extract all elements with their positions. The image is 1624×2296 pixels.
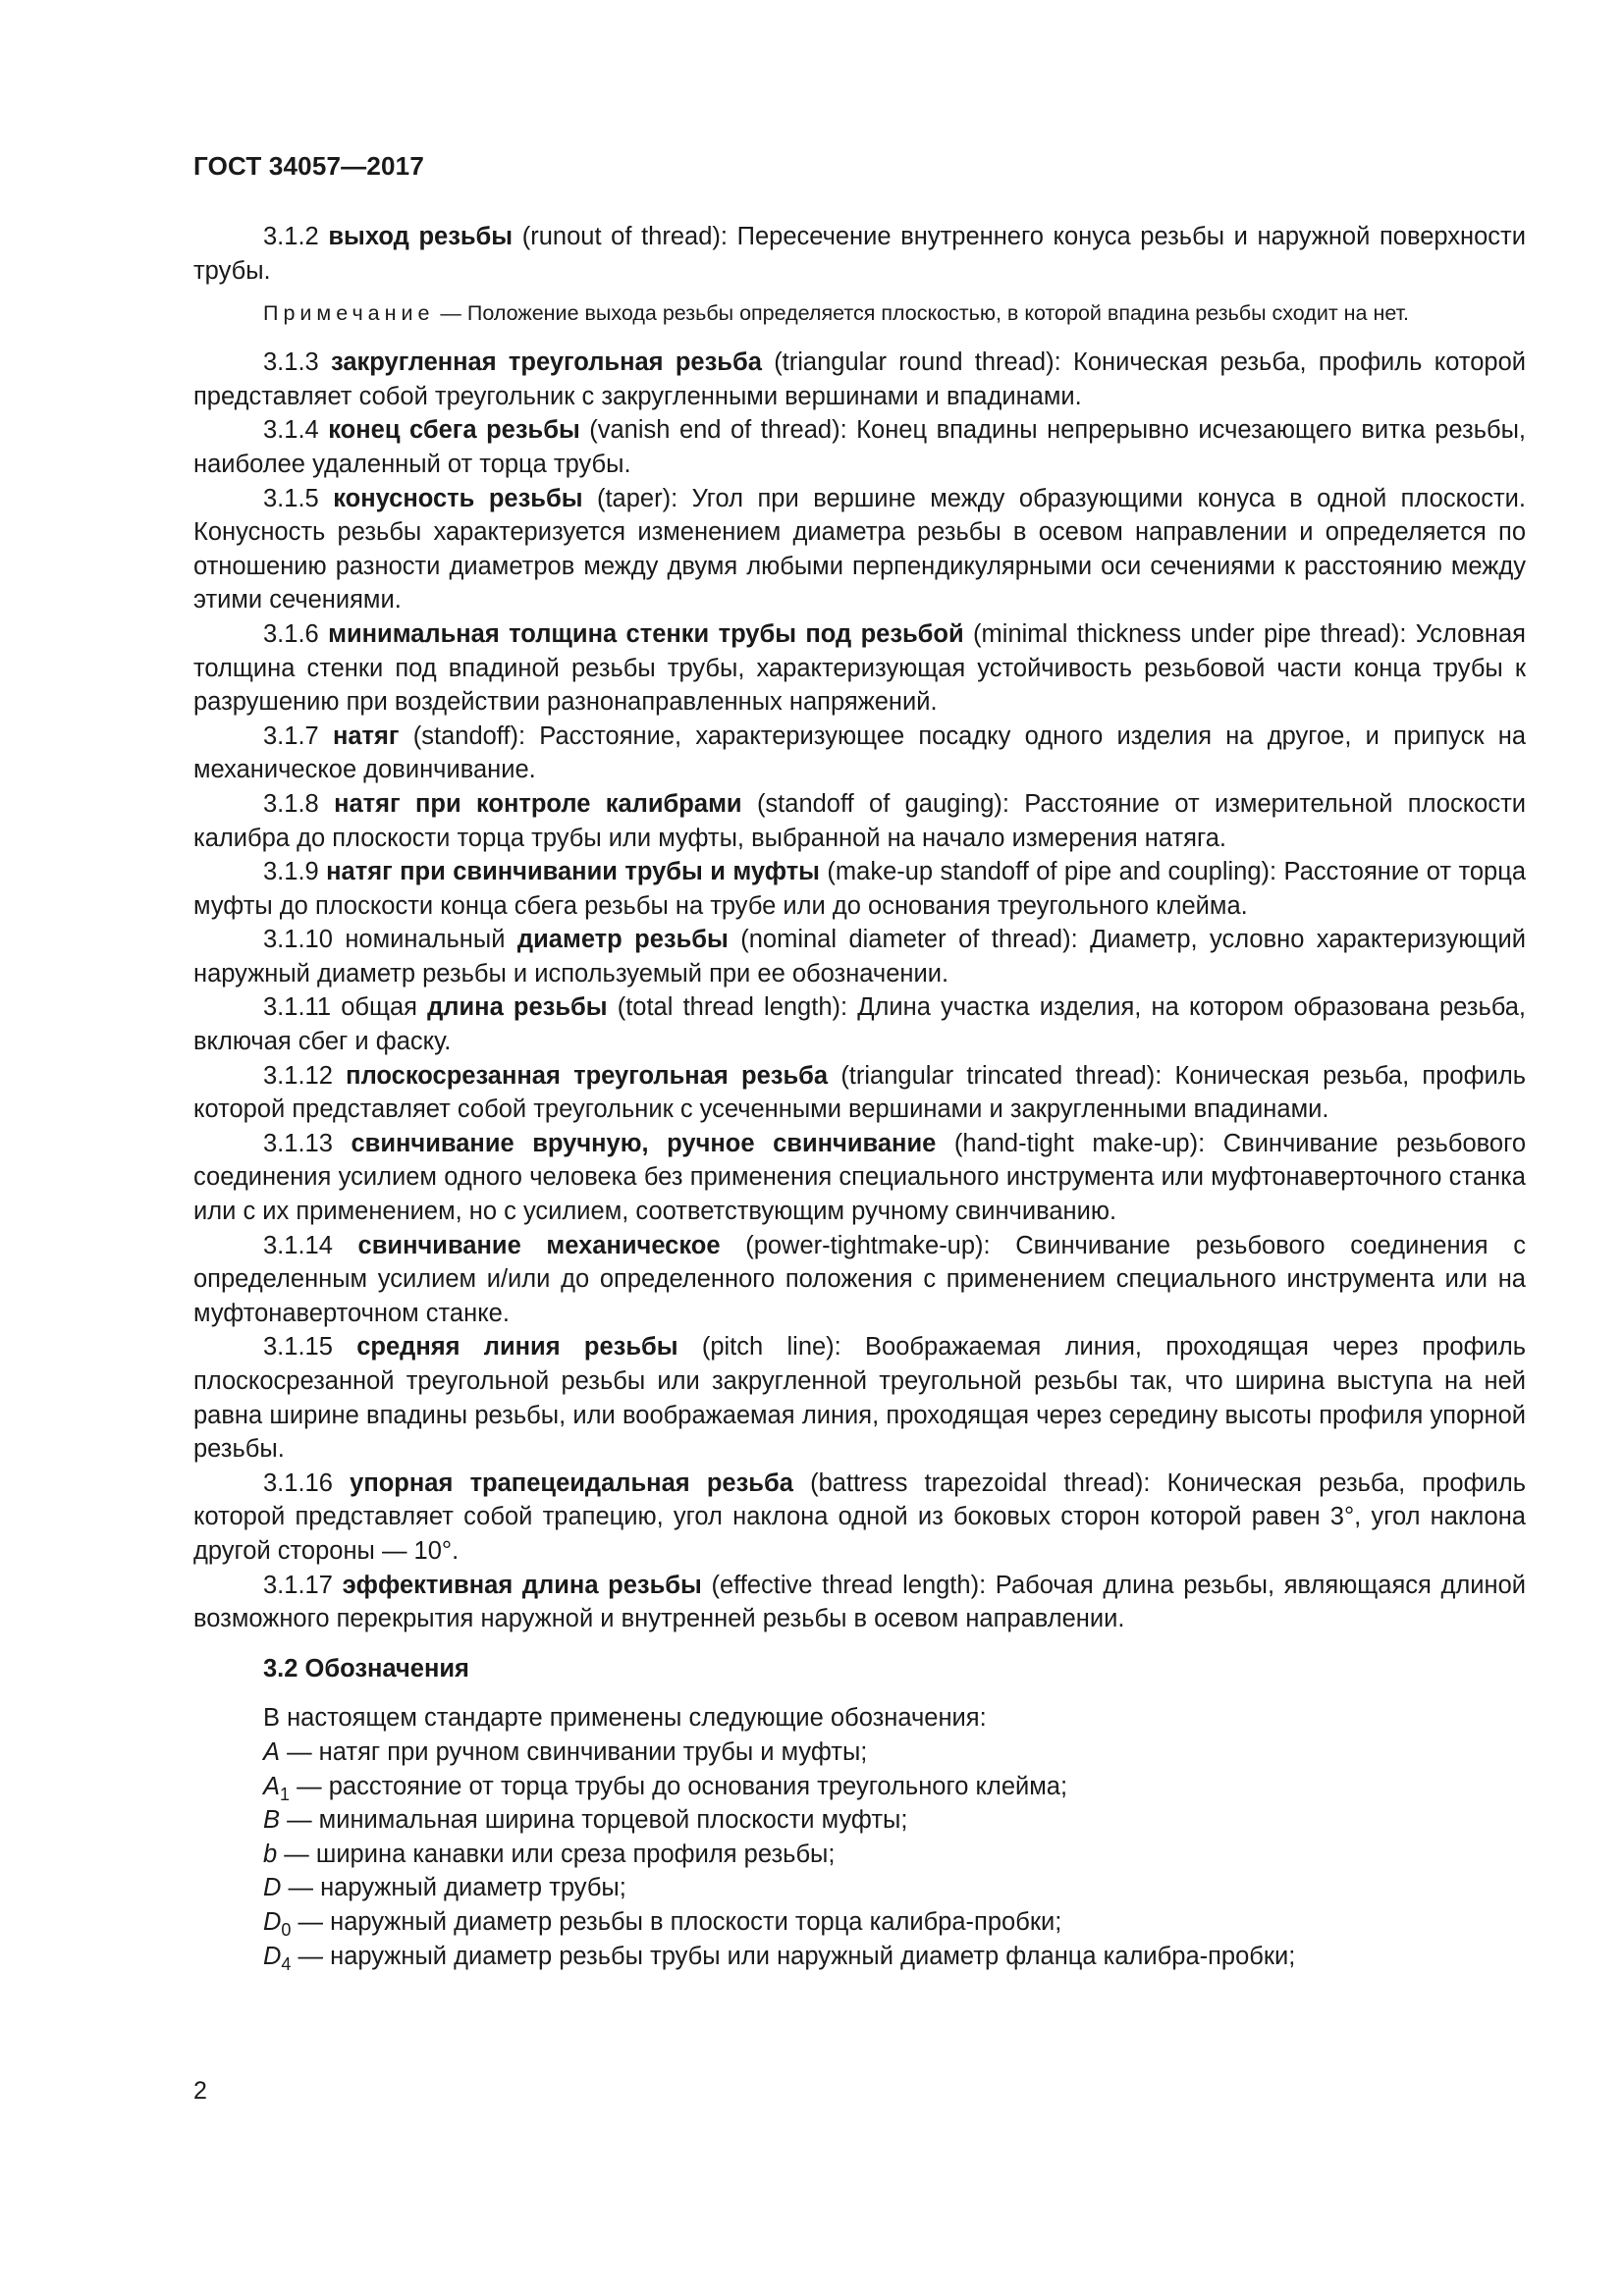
term-number: 3.1.6 — [263, 619, 319, 648]
term-name: диаметр резьбы — [516, 926, 729, 954]
term-3-1-10: 3.1.10 номинальный диаметр резьбы (nominal diameter of thread): Диаметр, условно характеризующий наружный диаметр резьбы и используемый при ее обозначении. — [193, 926, 1527, 988]
term-number: 3.1.14 — [263, 1231, 333, 1259]
term-number: 3.1.10 — [263, 926, 333, 954]
term-name: эффективная длина резьбы — [342, 1571, 702, 1599]
term-number: 3.1.15 — [263, 1333, 333, 1362]
term-3-1-11: 3.1.11 общая длина резьбы (total thread length): Длина участка изделия, на котором образована резьба, включая сбег и фаску. — [193, 993, 1527, 1056]
term-name: плоскосрезанная треугольная резьба — [346, 1061, 829, 1090]
term-definition: (pitch line): Воображаемая линия, проходящая через профиль плоскосрезанной треугольной резьбы или закругленной треугольной резьбы так, что ширина выступа на ней равна ширине впадины резьбы, или воображаемая линия, проходящая через середину высоты профиля упорной резьбы. — [193, 1333, 1526, 1464]
note — [193, 299, 1526, 328]
term-name: упорная трапецеидальная резьба — [350, 1468, 793, 1497]
page-number: 2 — [193, 2077, 207, 2105]
term-3-1-12 — [193, 1059, 1526, 1127]
term-name: натяг при контроле калибрами — [334, 789, 742, 818]
term-name: конец сбега резьбы — [328, 416, 580, 445]
symbol-letter: b — [263, 1840, 278, 1868]
term-3-1-2 — [193, 220, 1526, 288]
term-definition: (standoff of gauging): Расстояние от измерительной плоскости калибра до плоскости торца трубы или муфты, выбранной на начало измерения натяга. — [193, 789, 1526, 852]
term-definition: (power-tightmake-up): Свинчивание резьбового соединения с определенным усилием и/или до определенного положения с применением специального инструмента или на муфтонаверточном станке. — [193, 1231, 1526, 1327]
term-name: средняя линия резьбы — [356, 1333, 678, 1362]
term-name: минимальная толщина стенки трубы под резьбой — [328, 619, 964, 648]
symbol-description: — наружный диаметр резьбы в плоскости торца калибра-пробки; — [291, 1907, 1062, 1936]
term-number: 3.1.9 — [263, 858, 319, 886]
symbol-item — [263, 1838, 1526, 1872]
symbol-letter: B — [263, 1806, 281, 1835]
term-number: 3.1.11 — [263, 993, 332, 1022]
term-definition: (minimal thickness under pipe thread): Условная толщина стенки под впадиной резьбы трубы, характеризующая устойчивость резьбовой части конца трубы к разрушению при воздействии разнонаправленных напряжений. — [193, 619, 1526, 717]
symbol-description: — ширина канавки или среза профиля резьбы; — [277, 1840, 836, 1868]
term-definition: (standoff): Расстояние, характеризующее посадку одного изделия на другое, и припуск на механическое довинчивание. — [193, 721, 1527, 784]
term-number: 3.1.17 — [263, 1571, 333, 1599]
symbol-letter: D — [263, 1942, 282, 1970]
term-3-1-5 — [193, 482, 1526, 617]
term-definition: (battress trapezoidal thread): Коническая резьба, профиль которой представляет собой трапецию, угол наклона одной из боковых сторон которой равен 3°, угол наклона другой стороны — 10°. — [193, 1468, 1526, 1565]
term-number: 3.1.13 — [263, 1129, 333, 1157]
term-definition: (triangular trincated thread): Коническая резьба, профиль которой представляет собой треугольник с усеченными вершинами и закругленными впадинами. — [193, 1061, 1526, 1124]
term-definition: (nominal diameter of thread): Диаметр, условно характеризующий наружный диаметр резьбы и используемый при ее обозначении. — [193, 926, 1527, 988]
term-3-1-14 — [193, 1229, 1526, 1331]
term-name: закругленная треугольная резьба — [331, 348, 762, 377]
term-3-1-4 — [193, 413, 1526, 481]
term-3-1-3 — [193, 346, 1526, 413]
term-definition: (taper): Угол при вершине между образующими конуса в одной плоскости. Конусность резьбы характеризуется изменением диаметра резьбы в осевом направлении и определяется по отношению разности диаметров между двумя любыми перпендикулярными оси сечениями к расстоянию между этими сечениями. — [193, 484, 1526, 614]
term-name: выход резьбы — [328, 223, 514, 250]
term-definition: (effective thread length): Рабочая длина резьбы, являющаяся длиной возможного перекрытия наружной и внутренней резьбы в осевом направлении. — [193, 1571, 1526, 1633]
symbol-subscript: 0 — [281, 1919, 292, 1940]
term-3-1-13 — [193, 1127, 1526, 1229]
term-number: 3.1.4 — [263, 416, 319, 445]
symbol-letter: A — [263, 1737, 281, 1766]
note-label: Примечание — [263, 301, 435, 326]
symbol-description: — наружный диаметр резьбы трубы или наружный диаметр фланца калибра-пробки; — [291, 1942, 1296, 1970]
term-name: натяг при свинчивании трубы и муфты — [326, 858, 820, 886]
symbol-letter: D — [263, 1874, 282, 1902]
term-definition: (triangular round thread): Коническая резьба, профиль которой представляет собой треугольник с закругленными вершинами и впадинами. — [193, 348, 1526, 410]
term-number: 3.1.12 — [263, 1061, 333, 1090]
document-header: ГОСТ 34057—2017 — [193, 151, 424, 181]
symbol-item — [263, 1905, 1526, 1940]
term-number: 3.1.2 — [263, 223, 319, 250]
symbol-subscript: 1 — [280, 1784, 291, 1804]
term-number: 3.1.16 — [263, 1468, 333, 1497]
term-3-1-9 — [193, 855, 1526, 923]
symbol-letter: A — [263, 1772, 281, 1800]
term-number: 3.1.8 — [263, 789, 319, 818]
term-number: 3.1.5 — [263, 484, 319, 512]
term-3-1-6 — [193, 617, 1526, 720]
term-number: 3.1.3 — [263, 348, 319, 377]
symbol-item — [263, 1770, 1526, 1804]
term-name: свинчивание вручную, ручное свинчивание — [351, 1129, 937, 1157]
symbol-item — [263, 1735, 1526, 1770]
term-3-1-8 — [193, 787, 1526, 855]
term-3-1-16 — [193, 1467, 1526, 1569]
term-3-1-7 — [193, 720, 1526, 787]
section-title: 3.2 Обозначения — [263, 1654, 469, 1682]
symbol-description: — наружный диаметр трубы; — [281, 1874, 626, 1902]
term-3-1-15 — [193, 1330, 1526, 1466]
symbol-letter: D — [263, 1907, 282, 1936]
symbol-description: — минимальная ширина торцевой плоскости муфты; — [280, 1806, 908, 1835]
term-definition: (hand-tight make-up): Свинчивание резьбового соединения усилием одного человека без применения специального инструмента или муфтонаверточного станка или с их применением, но с усилием, соответствующим ручному свинчиванию. — [193, 1129, 1526, 1226]
term-definition: (runout of thread): Пересечение внутреннего конуса резьбы и наружной поверхности трубы. — [193, 223, 1526, 285]
term-definition: (vanish end of thread): Конец впадины непрерывно исчезающего витка резьбы, наиболее удаленный от торца трубы. — [193, 416, 1526, 478]
term-definition: (make-up standoff of pipe and coupling): Расстояние от торца муфты до плоскости конца сбега резьбы на трубе или до основания треугольного клейма. — [193, 858, 1526, 920]
symbol-subscript: 4 — [281, 1953, 292, 1974]
term-definition: (total thread length): Длина участка изделия, на котором образована резьба, включая сбег и фаску. — [193, 993, 1527, 1056]
term-3-1-17 — [193, 1569, 1526, 1636]
symbol-description: — натяг при ручном свинчивании трубы и муфты; — [280, 1737, 868, 1766]
symbol-item — [263, 1871, 1526, 1905]
term-name: натяг — [332, 721, 400, 750]
term-name: длина резьбы — [427, 993, 608, 1022]
symbol-description: — расстояние от торца трубы до основания треугольного клейма; — [290, 1772, 1068, 1800]
term-number: 3.1.7 — [263, 721, 319, 750]
symbol-item — [263, 1803, 1526, 1838]
note-text: — Положение выхода резьбы определяется плоскостью, в которой впадина резьбы сходит на нет. — [434, 301, 1410, 326]
symbol-item — [263, 1940, 1526, 1974]
section-intro: В настоящем стандарте применены следующие обозначения: — [263, 1704, 987, 1733]
term-name: свинчивание механическое — [357, 1231, 721, 1259]
term-name: конусность резьбы — [333, 484, 583, 512]
document-body — [193, 220, 1526, 1973]
